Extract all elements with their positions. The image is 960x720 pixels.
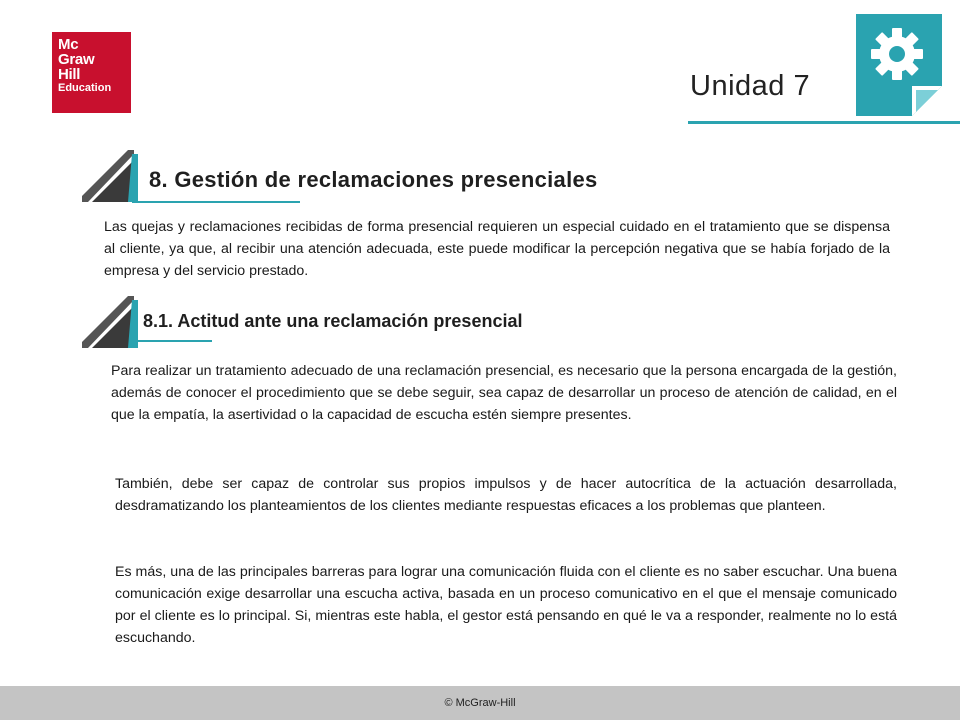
paragraph-3: Es más, una de las principales barreras para lograr una comunicación fluida con el cliente es no saber escuchar. Una buena comunicación exige desarrollar una escucha activa, basada en un proceso comunicativo en el que el mensaje comunicado por el cliente es lo principal. Si, mientras este habla, el gestor está pensando en qué le va a responder, realmente no lo está escuchando. (115, 564, 897, 646)
logo-line-2: Graw (58, 51, 95, 68)
section-heading: 8. Gestión de reclamaciones presenciales (149, 167, 598, 192)
unit-title: Unidad 7 (690, 70, 811, 102)
footer-copyright: © McGraw-Hill (444, 697, 516, 709)
mcgraw-hill-logo (52, 32, 131, 113)
subheading-underline (132, 340, 212, 342)
logo-line-1: Mc (58, 36, 79, 53)
logo-line-3: Hill (58, 66, 81, 83)
paragraph-1: Para realizar un tratamiento adecuado de una reclamación presencial, es necesario que la persona encargada de la gestión, además de conocer el procedimiento que se debe seguir, sea capaz de desarrollar un proceso de atención de calidad, en el que la empatía, la asertividad o la capacidad de escucha estén siempre presentes. (111, 363, 897, 423)
logo-line-4: Education (58, 82, 112, 94)
section-intro: Las quejas y reclamaciones recibidas de forma presencial requieren un especial cuidado en el tratamiento que se dispensa al cliente, ya que, al recibir una atención adecuada, este puede modificar la percepción negativa que se había forjado de la empresa y del servicio prestado. (104, 219, 890, 279)
heading-underline (132, 201, 300, 203)
gear-document-icon (856, 14, 942, 116)
subsection-heading: 8.1. Actitud ante una reclamación presencial (143, 311, 523, 331)
unit-title-underline (688, 121, 960, 124)
heading-decoration (82, 150, 142, 202)
paragraph-2: También, debe ser capaz de controlar sus propios impulsos y de hacer autocrítica de la actuación desarrollada, desdramatizando los planteamientos de los clientes mediante respuestas eficaces a los problemas que planteen. (115, 476, 897, 514)
footer-bar (0, 686, 960, 720)
